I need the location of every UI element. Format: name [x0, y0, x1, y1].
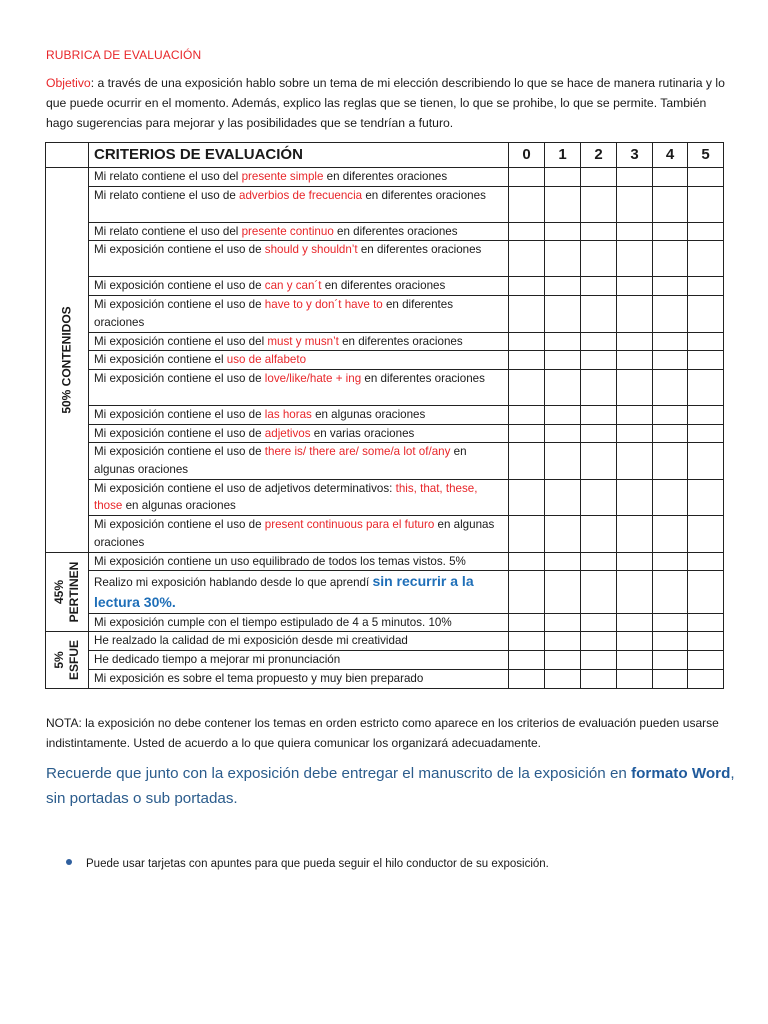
section-label-percent: 5%: [52, 651, 66, 669]
score-cell-0[interactable]: [509, 443, 545, 479]
criterion-highlight: this, that, these, those: [94, 481, 478, 513]
score-cell-3[interactable]: [617, 241, 653, 277]
score-cell-5[interactable]: [688, 222, 724, 241]
criterion-text: He realzado la calidad de mi exposición desde mi creatividad: [94, 634, 408, 648]
table-row: [46, 479, 724, 515]
score-cell-1[interactable]: [545, 651, 581, 670]
score-cell-0[interactable]: [509, 241, 545, 277]
score-cell-0[interactable]: [509, 351, 545, 370]
score-cell-2[interactable]: [581, 424, 617, 443]
score-cell-3[interactable]: [617, 651, 653, 670]
criterion-highlight: have to y don´t have to: [264, 298, 383, 312]
criterion-cell: [89, 332, 509, 351]
table-row: [46, 277, 724, 296]
table-row: [46, 369, 724, 405]
section-label-cell: [46, 632, 89, 688]
score-cell-5[interactable]: [688, 168, 724, 187]
score-cell-2[interactable]: [581, 405, 617, 424]
score-cell-2[interactable]: [581, 552, 617, 571]
table-row: [46, 168, 724, 187]
criterion-text: Mi exposición contiene el uso de: [94, 445, 265, 459]
score-cell-5[interactable]: [688, 443, 724, 479]
criterion-text: en diferentes oraciones: [361, 371, 485, 385]
score-cell-2[interactable]: [581, 613, 617, 632]
score-cell-3[interactable]: [617, 332, 653, 351]
score-cell-3[interactable]: [617, 632, 653, 651]
score-cell-0[interactable]: [509, 332, 545, 351]
score-cell-3[interactable]: [617, 351, 653, 370]
table-row: [46, 424, 724, 443]
criterion-text: Mi exposición contiene el uso de: [94, 279, 265, 293]
score-cell-4[interactable]: [653, 168, 688, 187]
table-row: [46, 222, 724, 241]
criterion-text: Mi relato contiene el uso de: [94, 188, 240, 202]
score-cell-5[interactable]: [688, 669, 724, 688]
score-cell-5[interactable]: [688, 571, 724, 613]
score-cell-5[interactable]: [688, 186, 724, 222]
rubric-table: [45, 142, 724, 689]
score-cell-1[interactable]: [545, 222, 581, 241]
score-cell-5[interactable]: [688, 277, 724, 296]
score-cell-4[interactable]: [653, 479, 688, 515]
criterion-text: Mi exposición contiene el: [94, 353, 227, 367]
criterion-cell: [89, 516, 509, 552]
table-row: [46, 516, 724, 552]
criterion-cell: [89, 443, 509, 479]
score-cell-1[interactable]: [545, 332, 581, 351]
score-cell-0[interactable]: [509, 277, 545, 296]
criterion-text: en algunas oraciones: [94, 518, 495, 549]
score-cell-5[interactable]: [688, 651, 724, 670]
score-cell-4[interactable]: [653, 632, 688, 651]
score-cell-0[interactable]: [509, 222, 545, 241]
score-cell-0[interactable]: [509, 424, 545, 443]
score-cell-0[interactable]: [509, 669, 545, 688]
score-cell-0[interactable]: [509, 369, 545, 405]
score-cell-3[interactable]: [617, 424, 653, 443]
criterion-text: Mi exposición contiene el uso de: [94, 518, 265, 532]
score-cell-5[interactable]: [688, 351, 724, 370]
criterion-cell: [89, 613, 509, 632]
table-row: [46, 186, 724, 222]
reminder-text-end: , sin portadas o sub portadas.: [46, 765, 735, 807]
score-cell-1[interactable]: [545, 632, 581, 651]
score-cell-4[interactable]: [653, 351, 688, 370]
criterion-highlight: there is/ there are/ some/a lot of/any: [264, 445, 451, 459]
score-cell-2[interactable]: [581, 186, 617, 222]
score-cell-5[interactable]: [688, 632, 724, 651]
score-header-2: 2: [581, 143, 617, 168]
criterion-text: Mi exposición contiene el uso de: [94, 426, 265, 440]
score-cell-4[interactable]: [653, 669, 688, 688]
criterion-text: en algunas oraciones: [311, 407, 426, 421]
section-label-cell: [46, 168, 89, 553]
criterion-highlight: love/like/hate + ing: [264, 371, 362, 385]
score-cell-5[interactable]: [688, 369, 724, 405]
criterion-text: Realizo mi exposición hablando desde lo que aprendí: [94, 576, 373, 590]
score-cell-2[interactable]: [581, 479, 617, 515]
score-cell-5[interactable]: [688, 479, 724, 515]
objective-paragraph: [46, 73, 726, 133]
table-row: [46, 332, 724, 351]
criterion-text: en diferentes oraciones: [323, 170, 448, 183]
score-cell-0[interactable]: [509, 168, 545, 187]
nota-paragraph: NOTA: la exposición no debe contener los temas en orden estricto como aparece en los criterios de evaluación pueden usarse indistintamente. Usted de acuerdo a lo que quiera comunicar los organizará adecuadamente.: [46, 716, 719, 750]
score-cell-1[interactable]: [545, 669, 581, 688]
criterion-cell: [89, 424, 509, 443]
table-row: [46, 571, 724, 613]
criterion-cell: [89, 296, 509, 332]
criterion-highlight: presente simple: [241, 170, 324, 183]
criterion-cell: [89, 186, 509, 222]
score-cell-3[interactable]: [617, 168, 653, 187]
criterion-cell: [89, 571, 509, 613]
score-cell-1[interactable]: [545, 516, 581, 552]
score-cell-4[interactable]: [653, 369, 688, 405]
criterion-highlight: sin recurrir a la lectura 30%.: [94, 573, 474, 610]
score-cell-4[interactable]: [653, 443, 688, 479]
criterion-cell: [89, 552, 509, 571]
reminder-paragraph: [46, 761, 736, 811]
score-cell-1[interactable]: [545, 571, 581, 613]
score-cell-3[interactable]: [617, 552, 653, 571]
score-cell-4[interactable]: [653, 277, 688, 296]
score-cell-3[interactable]: [617, 516, 653, 552]
criterion-cell: [89, 369, 509, 405]
score-cell-3[interactable]: [617, 479, 653, 515]
score-cell-3[interactable]: [617, 571, 653, 613]
score-cell-2[interactable]: [581, 651, 617, 670]
criterion-text: en algunas oraciones: [122, 499, 236, 513]
criterion-text: Mi exposición contiene el uso de: [94, 371, 265, 385]
score-cell-2[interactable]: [581, 369, 617, 405]
criterion-text: en varias oraciones: [310, 426, 415, 440]
score-header-0: 0: [509, 143, 545, 168]
score-cell-2[interactable]: [581, 168, 617, 187]
criterion-cell: [89, 241, 509, 277]
criterion-text: He dedicado tiempo a mejorar mi pronunciación: [94, 653, 341, 667]
score-cell-3[interactable]: [617, 277, 653, 296]
score-cell-0[interactable]: [509, 651, 545, 670]
score-cell-4[interactable]: [653, 241, 688, 277]
criterion-text: Mi exposición contiene el uso de: [94, 243, 265, 257]
table-row: [46, 241, 724, 277]
score-cell-0[interactable]: [509, 479, 545, 515]
criterion-highlight: presente continuo: [241, 224, 334, 238]
bullet-list-item: [66, 858, 549, 870]
score-cell-2[interactable]: [581, 443, 617, 479]
criterion-text: Mi relato contiene el uso del: [94, 170, 242, 183]
score-cell-2[interactable]: [581, 296, 617, 332]
score-cell-5[interactable]: [688, 424, 724, 443]
score-cell-2[interactable]: [581, 571, 617, 613]
score-cell-4[interactable]: [653, 296, 688, 332]
score-cell-2[interactable]: [581, 669, 617, 688]
bullet-text: Puede usar tarjetas con apuntes para que pueda seguir el hilo conductor de su exposición.: [86, 858, 549, 870]
criterion-text: Mi exposición cumple con el tiempo estipulado de 4 a 5 minutos. 10%: [94, 615, 452, 629]
section-label-percent: 45%: [52, 579, 66, 604]
criteria-header: CRITERIOS DE EVALUACIÓN: [89, 143, 509, 168]
score-cell-4[interactable]: [653, 571, 688, 613]
criterion-text: Mi exposición contiene el uso del: [94, 334, 268, 348]
score-cell-0[interactable]: [509, 186, 545, 222]
rubric-header-row: [46, 143, 724, 168]
score-cell-0[interactable]: [509, 613, 545, 632]
score-cell-4[interactable]: [653, 405, 688, 424]
criterion-highlight: must y musn’t: [267, 334, 339, 348]
score-cell-3[interactable]: [617, 296, 653, 332]
criterion-highlight: adverbios de frecuencia: [239, 188, 363, 202]
table-row: [46, 651, 724, 670]
criterion-highlight: las horas: [264, 407, 312, 421]
table-row: [46, 613, 724, 632]
criterion-text: en diferentes oraciones: [357, 243, 482, 257]
score-cell-5[interactable]: [688, 405, 724, 424]
score-cell-4[interactable]: [653, 516, 688, 552]
score-cell-1[interactable]: [545, 186, 581, 222]
objective-label: Objetivo: [46, 76, 91, 90]
score-cell-5[interactable]: [688, 516, 724, 552]
score-cell-0[interactable]: [509, 571, 545, 613]
score-cell-2[interactable]: [581, 351, 617, 370]
criterion-cell: [89, 222, 509, 241]
criterion-cell: [89, 405, 509, 424]
score-cell-4[interactable]: [653, 651, 688, 670]
table-row: [46, 351, 724, 370]
criterion-cell: [89, 168, 509, 187]
score-cell-5[interactable]: [688, 552, 724, 571]
score-cell-3[interactable]: [617, 613, 653, 632]
criterion-text: Mi relato contiene el uso del: [94, 224, 242, 238]
document-title: RUBRICA DE EVALUACIÓN: [46, 48, 202, 62]
score-cell-2[interactable]: [581, 277, 617, 296]
table-row: [46, 669, 724, 688]
criterion-text: en algunas oraciones: [94, 445, 467, 477]
score-cell-0[interactable]: [509, 632, 545, 651]
criterion-highlight: present continuous para el futuro: [264, 518, 435, 532]
criterion-text: en diferentes oraciones: [338, 334, 463, 348]
score-cell-1[interactable]: [545, 351, 581, 370]
score-cell-4[interactable]: [653, 552, 688, 571]
table-row: [46, 632, 724, 651]
criterion-cell: [89, 479, 509, 515]
score-cell-1[interactable]: [545, 443, 581, 479]
criterion-text: Mi exposición contiene el uso de: [94, 407, 265, 421]
criterion-cell: [89, 669, 509, 688]
score-cell-1[interactable]: [545, 405, 581, 424]
criterion-highlight: uso de alfabeto: [226, 353, 307, 367]
score-cell-0[interactable]: [509, 296, 545, 332]
score-cell-0[interactable]: [509, 405, 545, 424]
score-cell-3[interactable]: [617, 443, 653, 479]
criterion-highlight: should y shouldn’t: [264, 243, 358, 257]
section-label-name: ESFUE: [67, 640, 81, 681]
section-label: 50% CONTENIDOS: [59, 306, 74, 414]
score-cell-2[interactable]: [581, 632, 617, 651]
score-cell-1[interactable]: [545, 613, 581, 632]
criterion-text: en diferentes oraciones: [333, 224, 458, 238]
table-row: [46, 443, 724, 479]
score-cell-1[interactable]: [545, 296, 581, 332]
criterion-text: en diferentes oraciones: [362, 188, 486, 202]
criterion-text: en diferentes oraciones: [321, 279, 446, 293]
criterion-cell: [89, 632, 509, 651]
criterion-text: Mi exposición es sobre el tema propuesto y muy bien preparado: [94, 671, 424, 685]
score-cell-2[interactable]: [581, 241, 617, 277]
score-cell-3[interactable]: [617, 669, 653, 688]
header-blank-cell: [46, 143, 89, 168]
table-row: [46, 405, 724, 424]
criterion-text: Mi exposición contiene un uso equilibrado de todos los temas vistos. 5%: [94, 554, 466, 568]
score-cell-1[interactable]: [545, 277, 581, 296]
score-header-5: 5: [688, 143, 724, 168]
score-cell-4[interactable]: [653, 332, 688, 351]
objective-text: : a través de una exposición hablo sobre un tema de mi elección describiendo lo que se hace de manera rutinaria y lo que puede ocurrir en el momento. Además, explico las reglas que se tienen, lo que se prohibe, lo que se permite. También hago sugerencias para mejorar y las posibilidades que se tendrían a futuro.: [46, 76, 725, 130]
score-cell-1[interactable]: [545, 424, 581, 443]
score-cell-3[interactable]: [617, 405, 653, 424]
score-header-4: 4: [653, 143, 688, 168]
reminder-text-start: Recuerde que junto con la exposición debe entregar el manuscrito de la exposición en: [46, 765, 632, 782]
score-cell-2[interactable]: [581, 332, 617, 351]
score-cell-1[interactable]: [545, 479, 581, 515]
criterion-text: en diferentes oraciones: [94, 298, 454, 329]
bullet-dot-icon: [66, 859, 72, 865]
section-label-name: PERTINEN: [67, 561, 81, 623]
score-cell-3[interactable]: [617, 369, 653, 405]
criterion-highlight: can y can´t: [264, 279, 322, 293]
score-header-1: 1: [545, 143, 581, 168]
score-cell-5[interactable]: [688, 296, 724, 332]
criterion-cell: [89, 277, 509, 296]
table-row: [46, 552, 724, 571]
criterion-text: Mi exposición contiene el uso de adjetivos determinativos:: [94, 481, 396, 495]
section-label-cell: [46, 552, 89, 632]
score-cell-1[interactable]: [545, 241, 581, 277]
score-cell-0[interactable]: [509, 552, 545, 571]
score-cell-4[interactable]: [653, 186, 688, 222]
score-cell-3[interactable]: [617, 186, 653, 222]
score-cell-4[interactable]: [653, 222, 688, 241]
score-cell-5[interactable]: [688, 241, 724, 277]
section-label: [52, 640, 82, 680]
score-cell-5[interactable]: [688, 613, 724, 632]
score-cell-2[interactable]: [581, 516, 617, 552]
rubric-body: [46, 168, 724, 689]
score-cell-5[interactable]: [688, 332, 724, 351]
criterion-cell: [89, 651, 509, 670]
score-cell-1[interactable]: [545, 552, 581, 571]
section-label: [52, 562, 82, 623]
score-cell-4[interactable]: [653, 424, 688, 443]
criterion-cell: [89, 351, 509, 370]
table-row: [46, 296, 724, 332]
score-header-3: 3: [617, 143, 653, 168]
score-cell-4[interactable]: [653, 613, 688, 632]
reminder-bold-format: formato Word: [631, 765, 731, 782]
criterion-text: Mi exposición contiene el uso de: [94, 298, 265, 312]
score-cell-2[interactable]: [581, 222, 617, 241]
score-cell-1[interactable]: [545, 369, 581, 405]
score-cell-3[interactable]: [617, 222, 653, 241]
criterion-highlight: adjetivos: [264, 426, 311, 440]
score-cell-0[interactable]: [509, 516, 545, 552]
score-cell-1[interactable]: [545, 168, 581, 187]
